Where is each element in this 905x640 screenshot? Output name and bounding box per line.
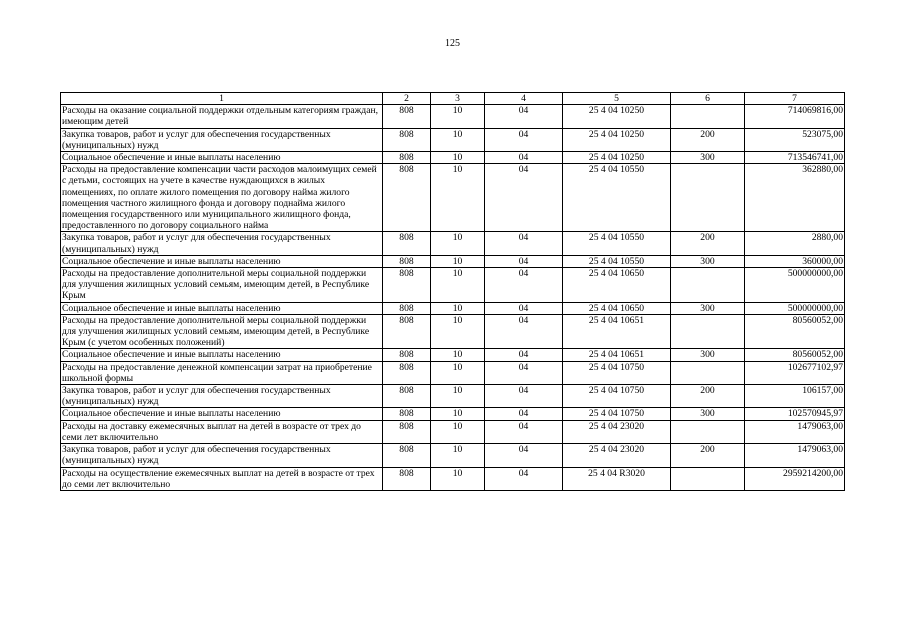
amount: 2959214200,00: [745, 467, 845, 490]
expense-type-code: 200: [671, 385, 745, 408]
table-row: [61, 408, 845, 420]
amount: 102570945,97: [745, 408, 845, 420]
subsection-code: 04: [485, 152, 563, 164]
column-header: 2: [383, 93, 431, 105]
header-row: [61, 93, 845, 105]
section-code: 10: [431, 232, 485, 255]
ministry-code: 808: [383, 420, 431, 443]
column-header: 7: [745, 93, 845, 105]
section-code: 10: [431, 302, 485, 314]
target-article-code: 25 4 04 10250: [563, 152, 671, 164]
target-article-code: 25 4 04 10651: [563, 314, 671, 349]
expense-type-code: 200: [671, 232, 745, 255]
expense-type-code: 300: [671, 255, 745, 267]
table-row: [61, 467, 845, 490]
expense-type-code: 300: [671, 302, 745, 314]
expense-description: Расходы на осуществление ежемесячных выплат на детей в возрасте от трех до семи лет включительно: [61, 467, 383, 490]
table-row: [61, 302, 845, 314]
subsection-code: 04: [485, 232, 563, 255]
expense-description: Социальное обеспечение и иные выплаты населению: [61, 349, 383, 361]
column-header: 5: [563, 93, 671, 105]
table-row: [61, 164, 845, 232]
expense-description: Расходы на оказание социальной поддержки отдельным категориям граждан, имеющим детей: [61, 105, 383, 128]
amount: 102677102,97: [745, 361, 845, 384]
target-article-code: 25 4 04 10650: [563, 268, 671, 303]
expense-type-code: [671, 467, 745, 490]
amount: 523075,00: [745, 128, 845, 151]
subsection-code: 04: [485, 164, 563, 232]
table-row: [61, 268, 845, 303]
table-row: [61, 255, 845, 267]
target-article-code: 25 4 04 10750: [563, 361, 671, 384]
table-row: [61, 444, 845, 467]
table-row: [61, 128, 845, 151]
ministry-code: 808: [383, 268, 431, 303]
target-article-code: 25 4 04 10550: [563, 164, 671, 232]
subsection-code: 04: [485, 420, 563, 443]
section-code: 10: [431, 361, 485, 384]
expense-type-code: 200: [671, 444, 745, 467]
target-article-code: 25 4 04 10650: [563, 302, 671, 314]
expense-type-code: [671, 164, 745, 232]
expense-type-code: [671, 361, 745, 384]
section-code: 10: [431, 128, 485, 151]
ministry-code: 808: [383, 105, 431, 128]
amount: 360000,00: [745, 255, 845, 267]
target-article-code: 25 4 04 10550: [563, 255, 671, 267]
expense-description: Расходы на предоставление дополнительной меры социальной поддержки для улучшения жилищных условий семьям, имеющим детей, в Республике Крым (с учетом особенных положений): [61, 314, 383, 349]
column-header: 4: [485, 93, 563, 105]
expense-description: Социальное обеспечение и иные выплаты населению: [61, 302, 383, 314]
table-row: [61, 420, 845, 443]
subsection-code: 04: [485, 349, 563, 361]
ministry-code: 808: [383, 361, 431, 384]
expense-type-code: 300: [671, 408, 745, 420]
ministry-code: 808: [383, 314, 431, 349]
target-article-code: 25 4 04 10550: [563, 232, 671, 255]
table-row: [61, 152, 845, 164]
subsection-code: 04: [485, 408, 563, 420]
amount: 500000000,00: [745, 268, 845, 303]
ministry-code: 808: [383, 164, 431, 232]
subsection-code: 04: [485, 385, 563, 408]
expense-type-code: [671, 268, 745, 303]
subsection-code: 04: [485, 314, 563, 349]
ministry-code: 808: [383, 152, 431, 164]
target-article-code: 25 4 04 10250: [563, 105, 671, 128]
page-number: 125: [445, 38, 460, 49]
expense-description: Социальное обеспечение и иные выплаты населению: [61, 255, 383, 267]
section-code: 10: [431, 268, 485, 303]
amount: 714069816,00: [745, 105, 845, 128]
column-header: 1: [61, 93, 383, 105]
ministry-code: 808: [383, 408, 431, 420]
expense-type-code: 300: [671, 349, 745, 361]
amount: 1479063,00: [745, 420, 845, 443]
amount: 500000000,00: [745, 302, 845, 314]
section-code: 10: [431, 164, 485, 232]
expense-description: Закупка товаров, работ и услуг для обеспечения государственных (муниципальных) нужд: [61, 232, 383, 255]
amount: 80560052,00: [745, 314, 845, 349]
target-article-code: 25 4 04 10651: [563, 349, 671, 361]
expense-description: Социальное обеспечение и иные выплаты населению: [61, 408, 383, 420]
amount: 362880,00: [745, 164, 845, 232]
expense-description: Закупка товаров, работ и услуг для обеспечения государственных (муниципальных) нужд: [61, 444, 383, 467]
section-code: 10: [431, 444, 485, 467]
target-article-code: 25 4 04 10750: [563, 408, 671, 420]
expense-type-code: [671, 105, 745, 128]
ministry-code: 808: [383, 255, 431, 267]
section-code: 10: [431, 349, 485, 361]
target-article-code: 25 4 04 23020: [563, 420, 671, 443]
expense-description: Социальное обеспечение и иные выплаты населению: [61, 152, 383, 164]
section-code: 10: [431, 255, 485, 267]
ministry-code: 808: [383, 232, 431, 255]
target-article-code: 25 4 04 10250: [563, 128, 671, 151]
subsection-code: 04: [485, 361, 563, 384]
ministry-code: 808: [383, 302, 431, 314]
expense-type-code: 300: [671, 152, 745, 164]
expense-type-code: [671, 420, 745, 443]
expense-description: Расходы на предоставление дополнительной меры социальной поддержки для улучшения жилищных условий семьям, имеющим детей, в Республике Крым: [61, 268, 383, 303]
target-article-code: 25 4 04 10750: [563, 385, 671, 408]
column-header: 3: [431, 93, 485, 105]
subsection-code: 04: [485, 268, 563, 303]
table-row: [61, 105, 845, 128]
amount: 2880,00: [745, 232, 845, 255]
target-article-code: 25 4 04 23020: [563, 444, 671, 467]
subsection-code: 04: [485, 128, 563, 151]
section-code: 10: [431, 467, 485, 490]
expense-description: Расходы на предоставление денежной компенсации затрат на приобретение школьной формы: [61, 361, 383, 384]
amount: 713546741,00: [745, 152, 845, 164]
section-code: 10: [431, 408, 485, 420]
expense-type-code: 200: [671, 128, 745, 151]
table-row: [61, 385, 845, 408]
ministry-code: 808: [383, 349, 431, 361]
ministry-code: 808: [383, 444, 431, 467]
table-row: [61, 232, 845, 255]
section-code: 10: [431, 385, 485, 408]
subsection-code: 04: [485, 105, 563, 128]
section-code: 10: [431, 105, 485, 128]
subsection-code: 04: [485, 444, 563, 467]
amount: 80560052,00: [745, 349, 845, 361]
table-body: [61, 105, 845, 491]
budget-table: [60, 92, 845, 491]
target-article-code: 25 4 04 R3020: [563, 467, 671, 490]
amount: 106157,00: [745, 385, 845, 408]
amount: 1479063,00: [745, 444, 845, 467]
subsection-code: 04: [485, 302, 563, 314]
section-code: 10: [431, 152, 485, 164]
expense-description: Расходы на предоставление компенсации части расходов малоимущих семей с детьми, состоящих на учете в качестве нуждающихся в жилых помещениях, по оплате жилого помещения по договору найма жилого помещения частного жилищного фонда и договору поднайма жилого помещения государственного или муниципального жилищного фонда, предоставленного по договору социального найма: [61, 164, 383, 232]
section-code: 10: [431, 314, 485, 349]
subsection-code: 04: [485, 255, 563, 267]
expense-type-code: [671, 314, 745, 349]
ministry-code: 808: [383, 467, 431, 490]
table-row: [61, 361, 845, 384]
expense-description: Закупка товаров, работ и услуг для обеспечения государственных (муниципальных) нужд: [61, 385, 383, 408]
subsection-code: 04: [485, 467, 563, 490]
column-header: 6: [671, 93, 745, 105]
section-code: 10: [431, 420, 485, 443]
ministry-code: 808: [383, 128, 431, 151]
ministry-code: 808: [383, 385, 431, 408]
table-row: [61, 314, 845, 349]
expense-description: Расходы на доставку ежемесячных выплат на детей в возрасте от трех до семи лет включительно: [61, 420, 383, 443]
table-row: [61, 349, 845, 361]
expense-description: Закупка товаров, работ и услуг для обеспечения государственных (муниципальных) нужд: [61, 128, 383, 151]
